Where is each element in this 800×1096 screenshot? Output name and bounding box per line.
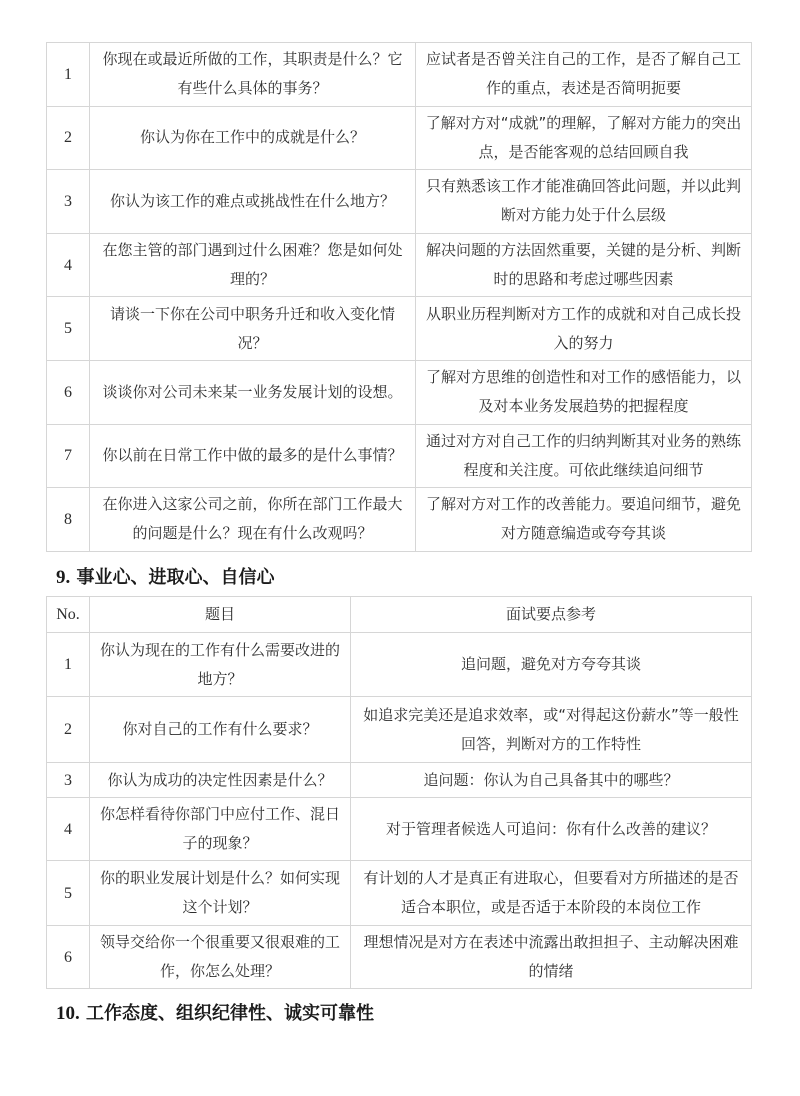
question-cell: 你以前在日常工作中做的最多的是什么事情？ [90, 424, 416, 488]
table-row [47, 697, 752, 763]
row-number: 7 [47, 424, 90, 488]
table-row [47, 297, 752, 361]
row-number: 4 [47, 798, 90, 861]
table-row [47, 861, 752, 926]
key-points-cell: 追问题，避免对方夸夸其谈 [351, 633, 752, 697]
row-number: 5 [47, 861, 90, 926]
question-cell: 你认为你在工作中的成就是什么？ [90, 106, 416, 170]
key-points-cell: 解决问题的方法固然重要，关键的是分析、判断时的思路和考虑过哪些因素 [416, 233, 752, 297]
question-cell: 领导交给你一个很重要又很艰难的工作，你怎么处理？ [90, 926, 351, 989]
key-points-cell: 了解对方对工作的改善能力。要追问细节，避免对方随意编造或夸夸其谈 [416, 488, 752, 552]
row-number: 2 [47, 697, 90, 763]
table-row [47, 360, 752, 424]
section-number: 10. [56, 1003, 80, 1024]
row-number: 5 [47, 297, 90, 361]
question-cell: 你认为该工作的难点或挑战性在什么地方？ [90, 170, 416, 234]
question-cell: 你对自己的工作有什么要求？ [90, 697, 351, 763]
table-row [47, 170, 752, 234]
row-number: 1 [47, 633, 90, 697]
key-points-cell: 对于管理者候选人可追问：你有什么改善的建议？ [351, 798, 752, 861]
header-key-points: 面试要点参考 [351, 597, 752, 633]
question-cell: 在你进入这家公司之前，你所在部门工作最大的问题是什么？现在有什么改观吗？ [90, 488, 416, 552]
row-number: 8 [47, 488, 90, 552]
question-cell: 你怎样看待你部门中应付工作、混日子的现象？ [90, 798, 351, 861]
section-heading-9 [56, 563, 275, 589]
key-points-cell: 有计划的人才是真正有进取心，但要看对方所描述的是否适合本职位，或是否适于本阶段的本岗位工作 [351, 861, 752, 926]
row-number: 6 [47, 926, 90, 989]
section-title: 工作态度、组织纪律性、诚实可靠性 [86, 1003, 375, 1024]
interview-table-2 [46, 596, 752, 989]
key-points-cell: 应试者是否曾关注自己的工作，是否了解自己工作的重点，表述是否简明扼要 [416, 43, 752, 107]
row-number: 3 [47, 170, 90, 234]
table-row [47, 926, 752, 989]
question-cell: 你认为成功的决定性因素是什么？ [90, 763, 351, 798]
table-row [47, 488, 752, 552]
question-cell: 你的职业发展计划是什么？如何实现这个计划？ [90, 861, 351, 926]
table-row [47, 106, 752, 170]
interview-table-1 [46, 42, 752, 552]
key-points-cell: 从职业历程判断对方工作的成就和对自己成长投入的努力 [416, 297, 752, 361]
header-question: 题目 [90, 597, 351, 633]
question-cell: 谈谈你对公司未来某一业务发展计划的设想。 [90, 360, 416, 424]
row-number: 2 [47, 106, 90, 170]
table-row [47, 633, 752, 697]
section-title: 事业心、进取心、自信心 [76, 567, 275, 588]
table-header-row [47, 597, 752, 633]
table-row [47, 798, 752, 861]
table-row [47, 233, 752, 297]
row-number: 1 [47, 43, 90, 107]
row-number: 6 [47, 360, 90, 424]
header-no: No. [47, 597, 90, 633]
key-points-cell: 只有熟悉该工作才能准确回答此问题，并以此判断对方能力处于什么层级 [416, 170, 752, 234]
key-points-cell: 了解对方对“成就”的理解，了解对方能力的突出点，是否能客观的总结回顾自我 [416, 106, 752, 170]
key-points-cell: 追问题：你认为自己具备其中的哪些？ [351, 763, 752, 798]
table-row [47, 763, 752, 798]
section-number: 9. [56, 567, 71, 588]
section-heading-10 [56, 999, 374, 1025]
key-points-cell: 如追求完美还是追求效率，或“对得起这份薪水”等一般性回答，判断对方的工作特性 [351, 697, 752, 763]
key-points-cell: 了解对方思维的创造性和对工作的感悟能力，以及对本业务发展趋势的把握程度 [416, 360, 752, 424]
question-cell: 在您主管的部门遇到过什么困难？您是如何处理的？ [90, 233, 416, 297]
row-number: 3 [47, 763, 90, 798]
key-points-cell: 理想情况是对方在表述中流露出敢担担子、主动解决困难的情绪 [351, 926, 752, 989]
key-points-cell: 通过对方对自己工作的归纳判断其对业务的熟练程度和关注度。可依此继续追问细节 [416, 424, 752, 488]
row-number: 4 [47, 233, 90, 297]
table-row [47, 424, 752, 488]
table-row [47, 43, 752, 107]
question-cell: 你现在或最近所做的工作，其职责是什么？它有些什么具体的事务？ [90, 43, 416, 107]
question-cell: 你认为现在的工作有什么需要改进的地方？ [90, 633, 351, 697]
question-cell: 请谈一下你在公司中职务升迁和收入变化情况？ [90, 297, 416, 361]
